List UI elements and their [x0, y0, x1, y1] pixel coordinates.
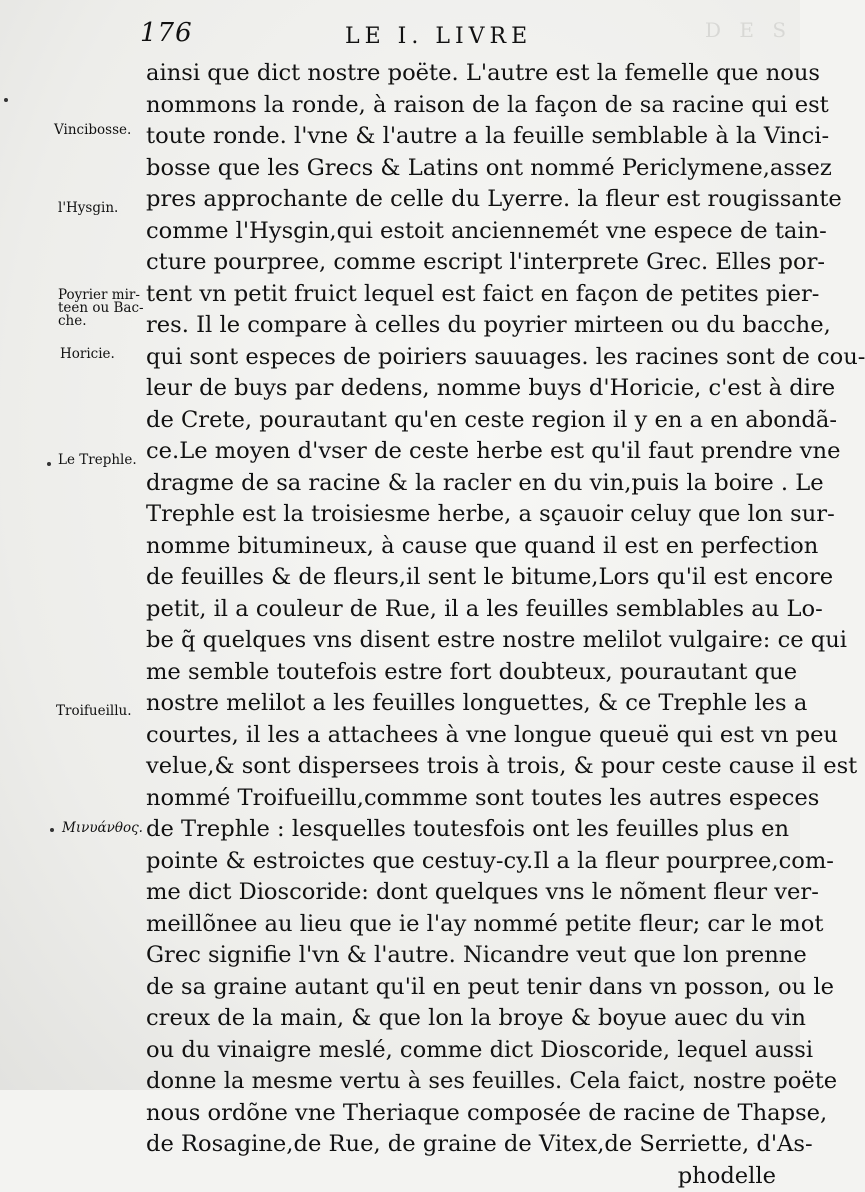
text-line: ce.Le moyen d'vser de ceste herbe est qu'il faut prendre vne — [146, 436, 796, 468]
text-line: me semble toutefois estre fort doubteux, pourautant que — [146, 657, 796, 689]
text-line: petit, il a couleur de Rue, il a les feuilles semblables au Lo- — [146, 594, 796, 626]
text-line: de Rosagine,de Rue, de graine de Vitex,de Serriette, d'As- — [146, 1129, 796, 1161]
text-line: de feuilles & de fleurs,il sent le bitume,Lors qu'il est encore — [146, 562, 796, 594]
text-line: phodelle — [146, 1161, 796, 1192]
text-line: donne la mesme vertu à ses feuilles. Cela faict, nostre poëte — [146, 1066, 796, 1098]
text-line: Grec signifie l'vn & l'autre. Nicandre veut que lon prenne — [146, 940, 796, 972]
ink-speck — [47, 462, 51, 466]
margin-note: l'Hysgin. — [58, 202, 150, 215]
margin-notes — [0, 0, 146, 1090]
text-line: cture pourpree, comme escript l'interprete Grec. Elles por- — [146, 247, 796, 279]
body-text — [146, 58, 796, 1192]
text-line: courtes, il les a attachees à vne longue queuë qui est vn peu — [146, 720, 796, 752]
text-line: res. Il le compare à celles du poyrier mirteen ou du bacche, — [146, 310, 796, 342]
text-line: comme l'Hysgin,qui estoit anciennemét vne espece de tain- — [146, 216, 796, 248]
text-line: ainsi que dict nostre poëte. L'autre est la femelle que nous — [146, 58, 796, 90]
text-line: nous ordõne vne Theriaque composée de racine de Thapse, — [146, 1098, 796, 1130]
margin-note: Poyrier mir- teen ou Bac- che. — [58, 289, 150, 328]
text-line: me dict Dioscoride: dont quelques vns le nõment fleur ver- — [146, 877, 796, 909]
text-line: meillõnee au lieu que ie l'ay nommé petite fleur; car le mot — [146, 909, 796, 941]
text-line: de Crete, pourautant qu'en ceste region il y en a en abondã- — [146, 405, 796, 437]
margin-note: Horicie. — [60, 348, 152, 361]
margin-note: Troifueillu. — [56, 705, 148, 718]
page-number: 176 — [140, 18, 193, 48]
text-line: bosse que les Grecs & Latins ont nommé Periclymene,assez — [146, 153, 796, 185]
text-line: ou du vinaigre meslé, comme dict Dioscoride, lequel aussi — [146, 1035, 796, 1067]
ink-speck — [50, 828, 54, 832]
text-line: pres approchante de celle du Lyerre. la fleur est rougissante — [146, 184, 796, 216]
bleed-through-text: D E S — [705, 18, 792, 42]
text-line: velue,& sont dispersees trois à trois, & pour ceste cause il est — [146, 751, 796, 783]
text-line: pointe & estroictes que cestuy-cy.Il a la fleur pourpree,com- — [146, 846, 796, 878]
margin-note: Vincibosse. — [54, 124, 146, 137]
text-line: nommé Troifueillu,commme sont toutes les autres especes — [146, 783, 796, 815]
margin-note: Le Trephle. — [58, 454, 150, 467]
text-line: nostre melilot a les feuilles longuettes, & ce Trephle les a — [146, 688, 796, 720]
text-line: creux de la main, & que lon la broye & boyue auec du vin — [146, 1003, 796, 1035]
text-line: tent vn petit fruict lequel est faict en façon de petites pier- — [146, 279, 796, 311]
text-line: be q̃ quelques vns disent estre nostre melilot vulgaire: ce qui — [146, 625, 796, 657]
text-line: dragme de sa racine & la racler en du vin,puis la boire . Le — [146, 468, 796, 500]
text-line: leur de buys par dedens, nomme buys d'Horicie, c'est à dire — [146, 373, 796, 405]
text-line: de Trephle : lesquelles toutesfois ont les feuilles plus en — [146, 814, 796, 846]
text-line: toute ronde. l'vne & l'autre a la feuille semblable à la Vinci- — [146, 121, 796, 153]
text-line: qui sont especes de poiriers sauuages. les racines sont de cou- — [146, 342, 796, 374]
running-title: LE I. LIVRE — [345, 24, 532, 49]
text-line: nomme bitumineux, à cause que quand il est en perfection — [146, 531, 796, 563]
margin-note: Μινυάνθος. — [62, 822, 154, 835]
text-line: de sa graine autant qu'il en peut tenir dans vn posson, ou le — [146, 972, 796, 1004]
text-line: nommons la ronde, à raison de la façon de sa racine qui est — [146, 90, 796, 122]
ink-speck — [4, 98, 8, 102]
text-line: Trephle est la troisiesme herbe, a sçauoir celuy que lon sur- — [146, 499, 796, 531]
